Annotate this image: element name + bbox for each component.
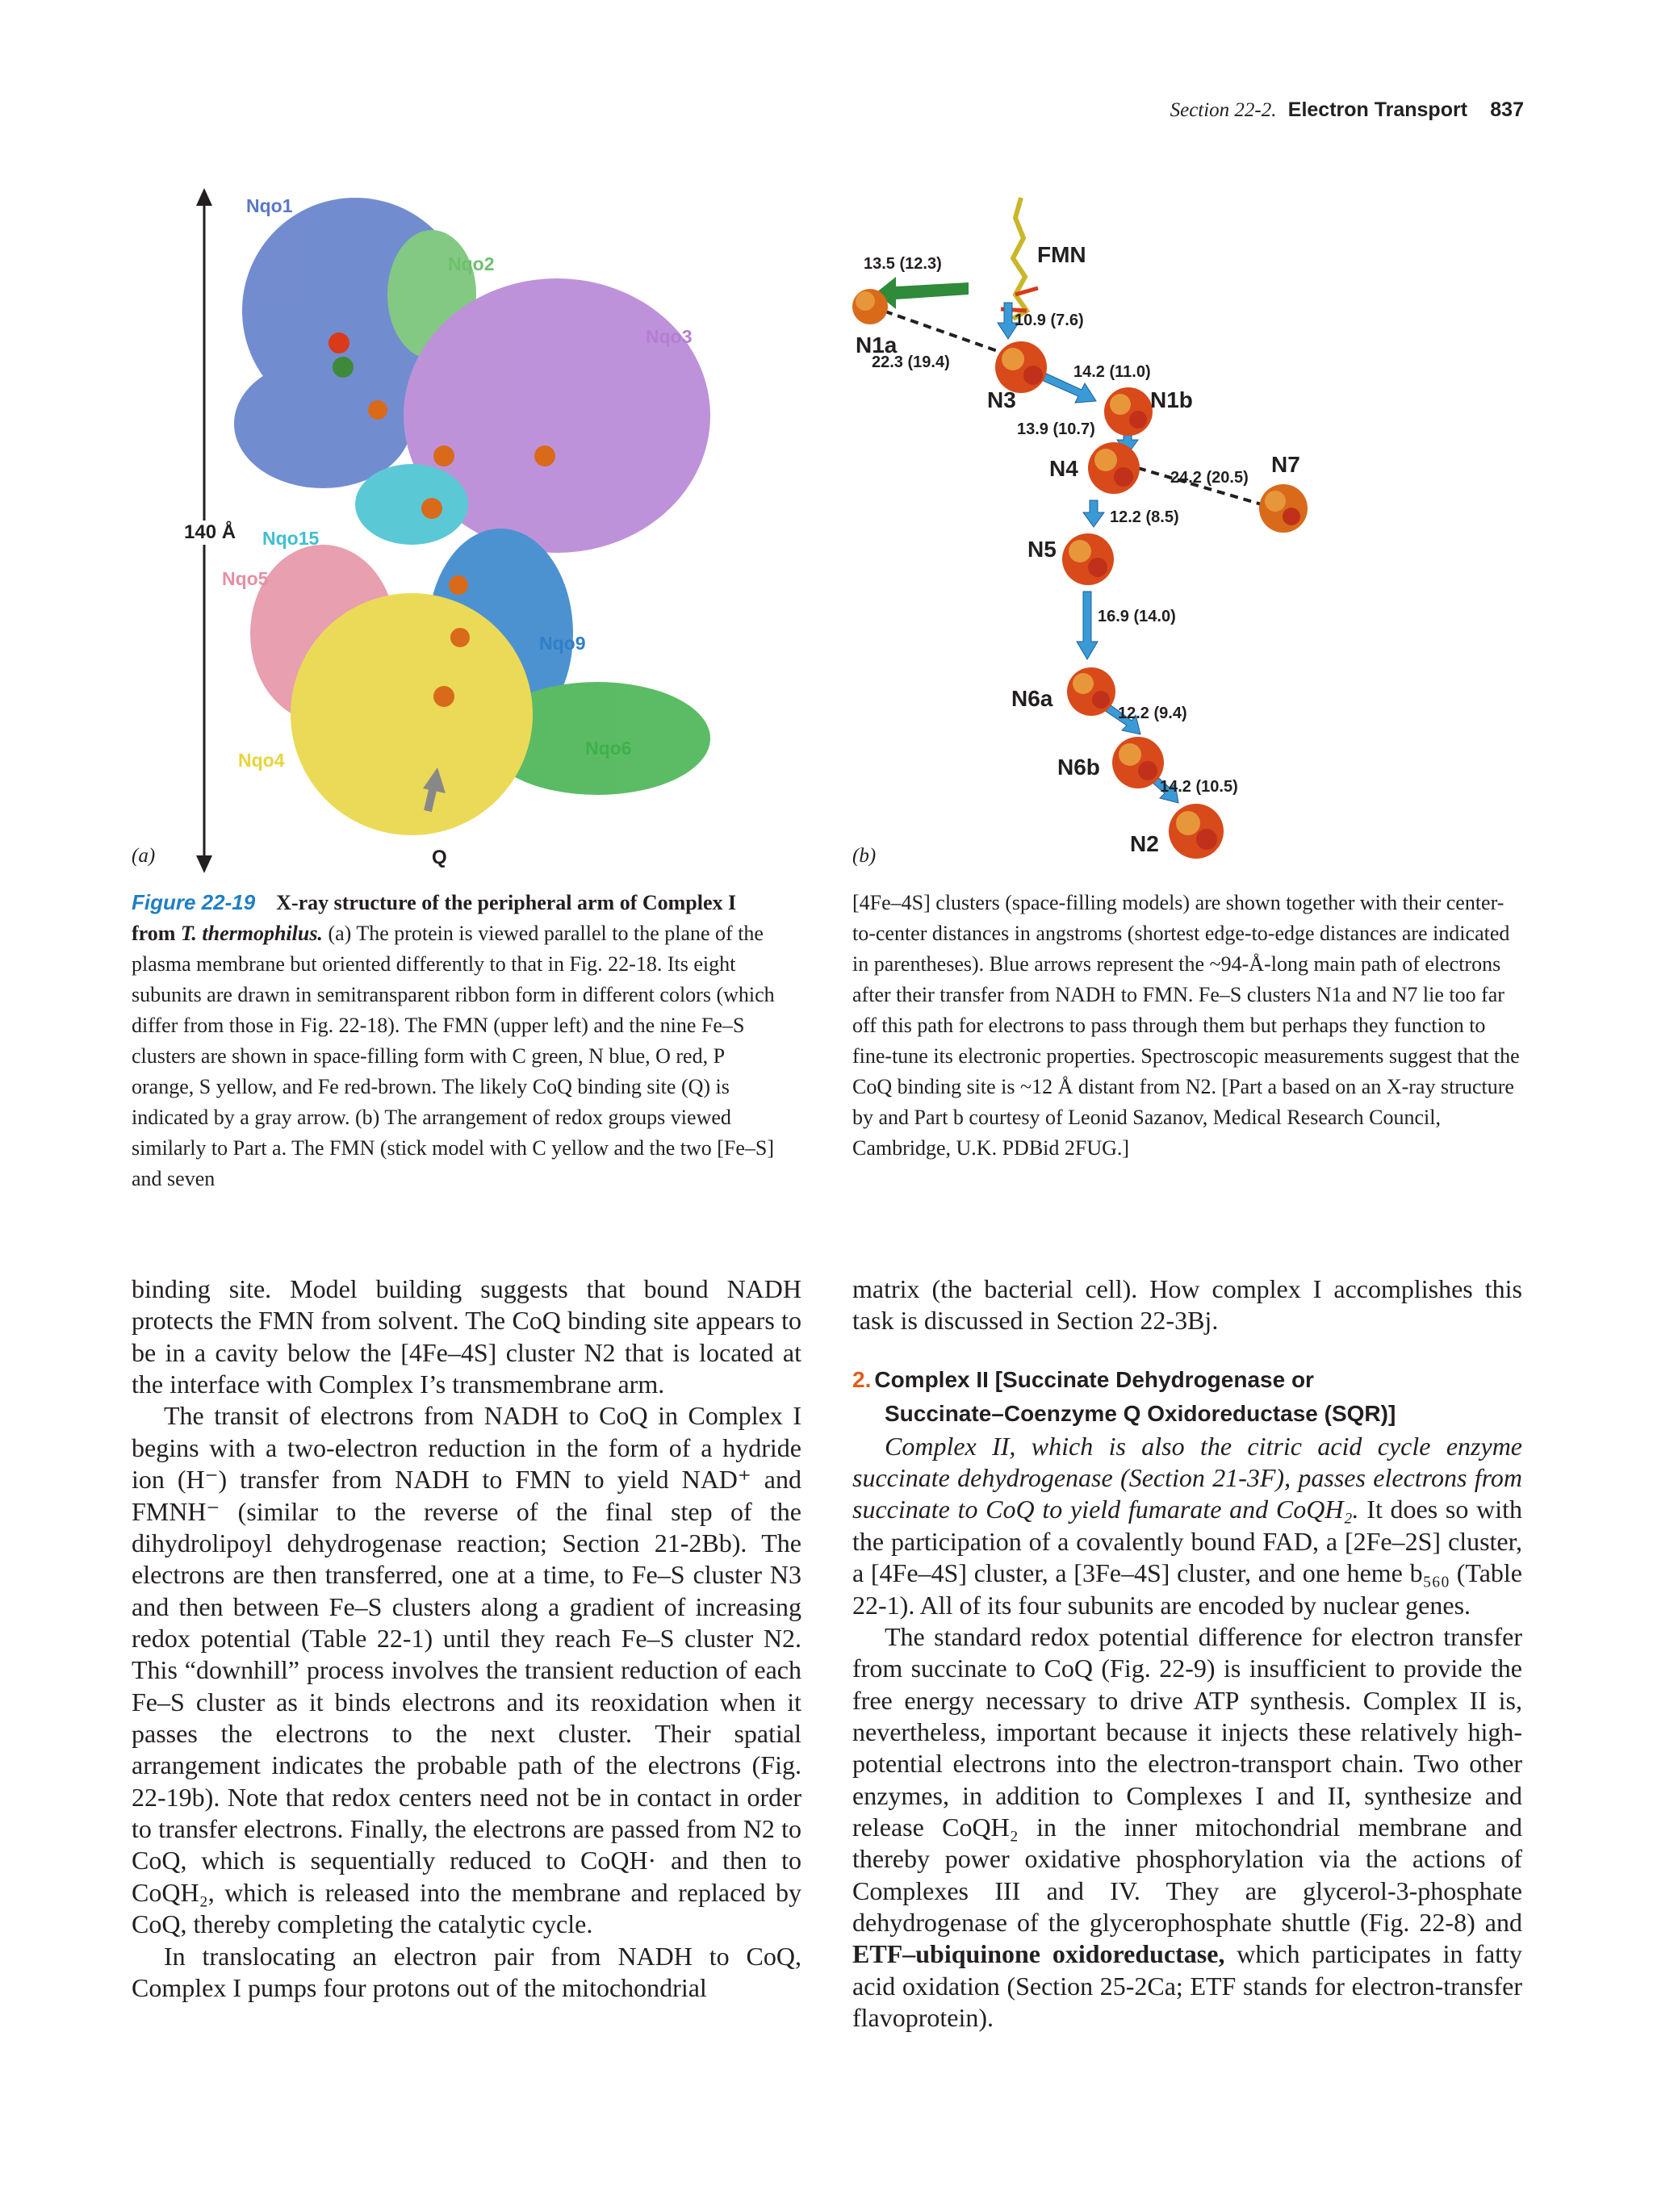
distance-n4-n7: 24.2 (20.5)	[1170, 469, 1249, 487]
distance-n6b-n2: 14.2 (10.5)	[1160, 778, 1238, 796]
label-n5: N5	[1027, 537, 1057, 562]
panel-b-label: (b)	[852, 845, 877, 867]
panel-a-label: (a)	[132, 845, 156, 867]
subunit-nqo15-shape	[355, 464, 468, 545]
distance-fmn-n3: 10.9 (7.6)	[1015, 312, 1084, 329]
figure-title-species: T. thermophilus.	[180, 921, 323, 945]
label-nqo1: Nqo1	[246, 195, 293, 216]
q-label: Q	[432, 847, 447, 868]
cluster-n1a	[852, 289, 888, 324]
body-paragraph	[852, 1621, 1522, 2034]
distance-n4-n5: 12.2 (8.5)	[1110, 508, 1179, 526]
label-n1a: N1a	[856, 332, 898, 358]
italic-summary: Complex II, which is also the citric acid cycle enzyme succinate dehydrogenase (Section 21-3F), passes electrons from succinate to CoQ to yield fumarate and CoQH₂.	[852, 1431, 1522, 1524]
section-heading-line2: Succinate–Coenzyme Q Oxidoreductase (SQR)]	[885, 1400, 1396, 1426]
body-paragraph: The transit of electrons from NADH to CoQ in Complex I begins with a two-electron reduction in the form of a hydride ion (H⁻) transfer from NADH to FMN to yield NAD⁺ and FMNH⁻ (similar to the reverse of the final step of the dihydrolipoyl dehydrogenase reaction; Section 21-2Bb). The electrons are then transferred, one at a time, to Fe–S cluster N3 and then between Fe–S clusters along a gradient of increasing redox potential (Table 22-1) until they reach Fe–S cluster N2. This “downhill” process involves the transient reduction of each Fe–S cluster as it binds electrons and its reoxidation when it passes the electrons to the next cluster. Their spatial arrangement indicates the probable path of the electrons (Fig. 22-19b). Note that redox centers need not be in contact in order to transfer electrons. Finally, the electrons are passed from N2 to CoQ, which is sequentially reduced to CoQH· and then to CoQH₂, which is released into the membrane and replaced by CoQ, thereby completing the catalytic cycle.	[132, 1401, 801, 1939]
running-header	[1170, 98, 1524, 122]
label-nqo2: Nqo2	[448, 253, 495, 274]
distance-n1b-n4: 13.9 (10.7)	[1017, 420, 1095, 438]
distance-n6a-n6b: 12.2 (9.4)	[1118, 705, 1187, 722]
figure-panel-a	[121, 182, 783, 876]
figure-panel-b	[839, 182, 1308, 876]
label-nqo9: Nqo9	[539, 633, 586, 654]
label-n7: N7	[1271, 452, 1300, 477]
body-paragraph	[852, 1431, 1522, 1621]
caption-text-1: (a) The protein is viewed parallel to the plane of the plasma membrane but oriented differently to that in Fig. 22-18. Its eight subunits are drawn in semitransparent ribbon form in different colors (which differ from those in Fig. 22-18). The FMN (upper left) and the nine Fe–S clusters are shown in space-filling form with C green, N blue, O red, P orange, S yellow, and Fe red-brown. The likely CoQ binding site (Q) is indicated by a gray arrow. (b) The arrangement of redox groups viewed similarly to Part a. The FMN (stick model with C yellow and the two [Fe–S] and seven	[132, 921, 775, 1190]
label-n6b: N6b	[1057, 755, 1100, 780]
scale-label: 140 Å	[184, 521, 236, 543]
bold-term: ETF–ubiquinone oxidoreductase,	[852, 1939, 1225, 1969]
label-n4: N4	[1049, 456, 1078, 481]
label-n3: N3	[987, 387, 1016, 412]
distance-n3-n1a: 22.3 (19.4)	[872, 353, 950, 371]
distance-n3-n1b: 14.2 (11.0)	[1073, 363, 1151, 381]
body-text: The standard redox potential difference for electron transfer from succinate to CoQ (Fig. 22-9) is insufficient to provide the free energy necessary to drive ATP synthesis. Complex II is, nevertheless, important because it injects these relatively high-potential electrons into the electron-transport chain. Two other enzymes, in addition to Complexes I and II, synthesize and release CoQH₂ in the inner mitochondrial membrane and thereby power oxidative phosphorylation via the actions of Complexes III and IV. They are glycerol-3-phosphate dehydrogenase of the glycerophosphate shuttle (Fig. 22-8) and	[852, 1621, 1522, 1938]
body-right-column	[852, 1273, 1522, 2034]
arrow-n4-n5	[1083, 500, 1104, 527]
body-left-column	[132, 1273, 801, 2004]
cluster-n2	[1169, 804, 1224, 859]
figure-title: X-ray structure of the peripheral arm of Complex I from	[132, 891, 737, 945]
cluster-n4	[1088, 442, 1140, 494]
arrow-n5-n6a	[1077, 592, 1098, 659]
figure-label: Figure 22-19	[132, 890, 256, 914]
section-number: 2.	[852, 1366, 872, 1392]
label-nqo3: Nqo3	[646, 326, 693, 347]
section-heading	[852, 1363, 1522, 1431]
label-nqo15: Nqo15	[262, 528, 320, 549]
cluster-n6b	[1112, 737, 1164, 788]
cluster-n6a	[1067, 667, 1115, 716]
header-section: Section 22-2.	[1170, 99, 1277, 121]
fmn-stick-model	[1013, 198, 1027, 319]
header-topic: Electron Transport	[1287, 98, 1468, 121]
subunit-nqo4-shape	[291, 593, 533, 835]
figure-caption-right	[852, 888, 1522, 1164]
distance-n5-n6a: 16.9 (14.0)	[1098, 608, 1176, 625]
body-paragraph: In translocating an electron pair from NADH to CoQ, Complex I pumps four protons out of the mitochondrial	[132, 1941, 801, 2002]
caption-text-2: [4Fe–4S] clusters (space-filling models) are shown together with their center-to-center distances in angstroms (shortest edge-to-edge distances are indicated in parentheses). Blue arrows represent the ~94-Å-long main path of electrons after their transfer from NADH to FMN. Fe–S clusters N1a and N7 lie too far off this path for electrons to pass through them but perhaps they function to fine-tune its electronic properties. Spectroscopic measurements suggest that the CoQ binding site is ~12 Å distant from N2. [Part a based on an X-ray structure by and Part b courtesy of Leonid Sazanov, Medical Research Council, Cambridge, U.K. PDBid 2FUG.]	[852, 891, 1520, 1160]
page-number: 837	[1490, 98, 1524, 121]
cluster-n5	[1062, 533, 1114, 585]
label-n1b: N1b	[1150, 387, 1193, 412]
label-nqo6: Nqo6	[585, 738, 632, 759]
body-paragraph: binding site. Model building suggests that bound NADH protects the FMN from solvent. The CoQ binding site appears to be in a cavity below the [4Fe–4S] cluster N2 that is located at the interface with Complex I’s transmembrane arm.	[132, 1274, 801, 1399]
arrow-to-n1a	[876, 277, 969, 309]
label-nqo5: Nqo5	[222, 568, 269, 589]
label-n2: N2	[1130, 831, 1159, 856]
cluster-n7	[1259, 484, 1308, 533]
distance-fmn-n1a: 13.5 (12.3)	[864, 255, 942, 273]
label-n6a: N6a	[1011, 686, 1053, 711]
fmn-label: FMN	[1037, 242, 1086, 267]
section-heading-line1: Complex II [Succinate Dehydrogenase or	[874, 1366, 1314, 1392]
body-text: which participates in fatty acid oxidation (Section 25-2Ca; ETF stands for electron-transfer flavoprotein).	[852, 1939, 1523, 2033]
cluster-n1b	[1104, 387, 1153, 436]
figure-caption-left	[132, 888, 781, 1194]
label-nqo4: Nqo4	[238, 750, 285, 771]
body-text: It does so with the participation of a covalently bound FAD, a [2Fe–2S] cluster, a [4Fe–4S] cluster, a [3Fe–4S] cluster, and one heme b₅₆₀ (Table 22-1). All of its four subunits are encoded by nuclear genes.	[852, 1495, 1523, 1620]
cluster-n3	[995, 341, 1047, 393]
body-paragraph: matrix (the bacterial cell). How complex I accomplishes this task is discussed in Section 22-3Bj.	[852, 1274, 1522, 1336]
